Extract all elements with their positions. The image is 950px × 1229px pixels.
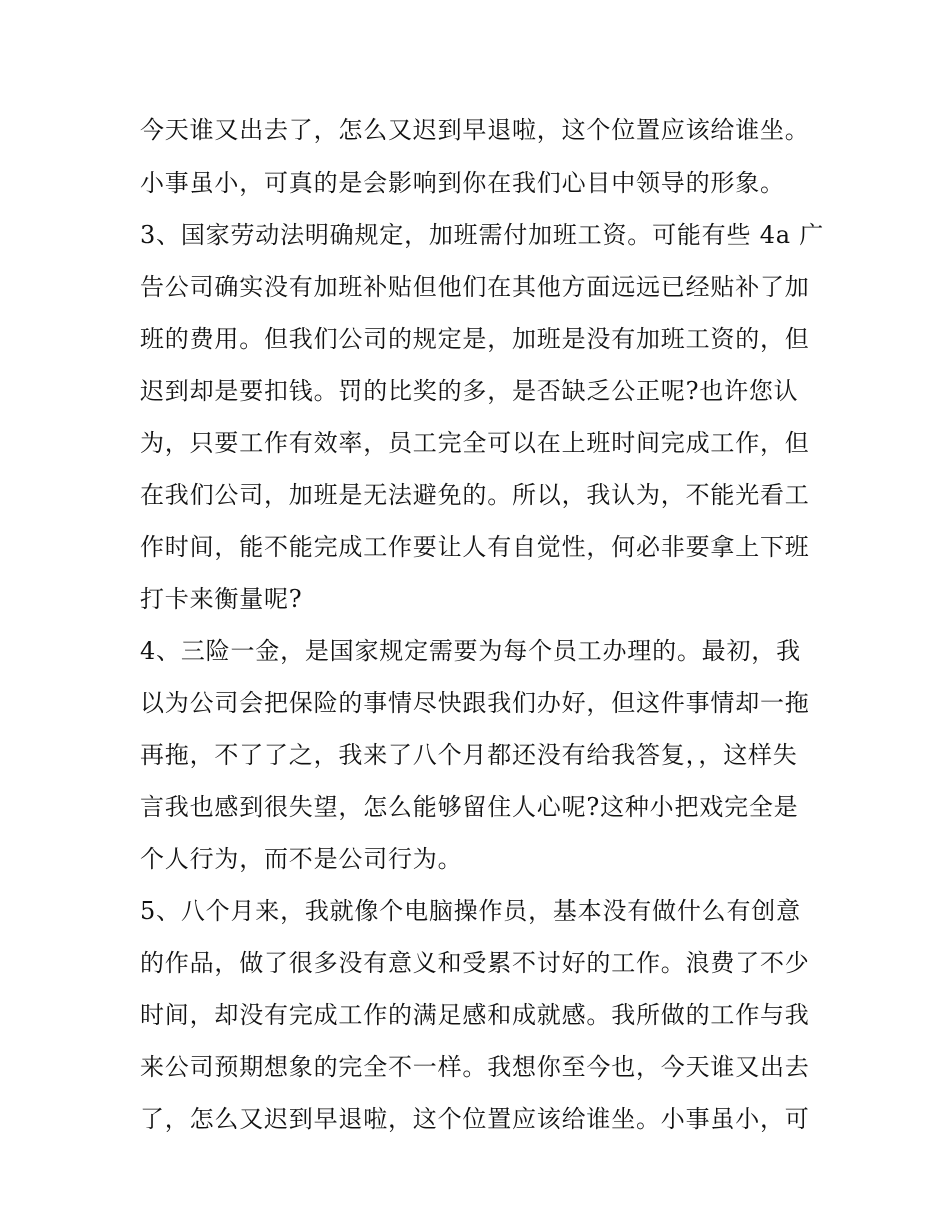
text-line: 3、国家劳动法明确规定，加班需付加班工资。可能有些 4a 广 xyxy=(140,221,825,249)
text-line: 个人行为，而不是公司行为。 xyxy=(140,845,463,873)
text-line: 打卡来衡量呢? xyxy=(140,585,303,613)
text-line: 作时间，能不能完成工作要让人有自觉性，何必非要拿上下班 xyxy=(140,533,810,561)
text-line: 迟到却是要扣钱。罚的比奖的多，是否缺乏公正呢?也许您认 xyxy=(140,377,799,405)
text-line: 再拖，不了了之，我来了八个月都还没有给我答复，，这样失 xyxy=(140,741,798,769)
text-line: 5、八个月来，我就像个电脑操作员，基本没有做什么有创意 xyxy=(140,897,801,925)
text-line: 了，怎么又迟到早退啦，这个位置应该给谁坐。小事虽小，可 xyxy=(140,1105,810,1133)
text-line: 来公司预期想象的完全不一样。我想你至今也，今天谁又出去 xyxy=(140,1053,810,1081)
text-line: 时间，却没有完成工作的满足感和成就感。我所做的工作与我 xyxy=(140,1001,810,1029)
text-line: 在我们公司，加班是无法避免的。所以，我认为，不能光看工 xyxy=(140,481,810,509)
text-line: 的作品，做了很多没有意义和受累不讨好的工作。浪费了不少 xyxy=(140,949,810,977)
text-line: 告公司确实没有加班补贴但他们在其他方面远远已经贴补了加 xyxy=(140,273,810,301)
text-line: 4、三险一金，是国家规定需要为每个员工办理的。最初，我 xyxy=(140,637,801,665)
text-line: 班的费用。但我们公司的规定是，加班是没有加班工资的，但 xyxy=(140,325,810,353)
text-line: 言我也感到很失望，怎么能够留住人心呢?这种小把戏完全是 xyxy=(140,793,799,821)
text-line: 小事虽小，可真的是会影响到你在我们心目中领导的形象。 xyxy=(140,169,785,197)
text-line: 以为公司会把保险的事情尽快跟我们办好，但这件事情却一拖 xyxy=(140,689,810,717)
text-line: 今天谁又出去了，怎么又迟到早退啦，这个位置应该给谁坐。 xyxy=(140,116,810,144)
text-line: 为，只要工作有效率，员工完全可以在上班时间完成工作，但 xyxy=(140,429,810,457)
